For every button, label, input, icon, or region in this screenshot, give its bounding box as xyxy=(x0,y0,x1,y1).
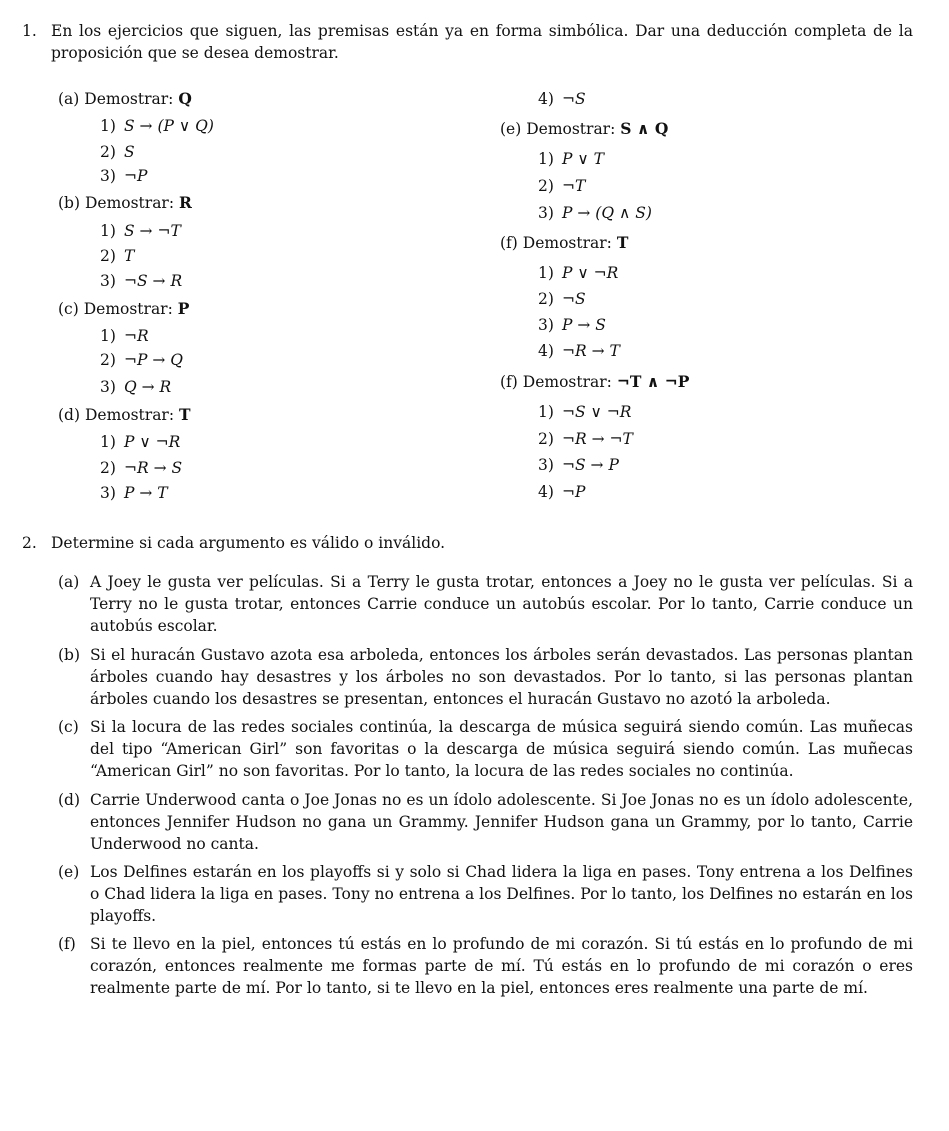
question-1-intro: En los ejercicios que siguen, las premisas están ya en forma simbólica. Dar una deducción completa de la proposición que se desea demostrar. xyxy=(51,22,913,62)
question-2-number: 2. xyxy=(22,534,37,552)
exercise-c-header: (c) Demostrar: P xyxy=(58,299,190,318)
premise: 3) ¬S → P xyxy=(538,456,619,474)
exercise-f1-header: (f) Demostrar: T xyxy=(500,233,629,252)
premise: 2) ¬R → S xyxy=(100,459,183,477)
premise: 4) ¬P xyxy=(538,483,586,501)
argument-c-text: Si la locura de las redes sociales continúa, la descarga de música seguirá siendo común. Las muñecas del tipo “American Girl” son favoritas o la descarga de música seguirá siendo común. Las muñecas “American Girl” no son favoritas. Por lo tanto, la locura de las redes sociales no continúa. xyxy=(90,718,913,780)
exercise-e-header: (e) Demostrar: S ∧ Q xyxy=(500,119,669,138)
premise: 2) ¬R → ¬T xyxy=(538,430,633,448)
argument-d-text: Carrie Underwood canta o Joe Jonas no es un ídolo adolescente. Si Joe Jonas no es un ídolo adolescente, entonces Jennifer Hudson no gana un Grammy. Jennifer Hudson gana un Grammy, por lo tanto, Carrie Underwood no canta. xyxy=(90,791,913,853)
premise: 2) ¬P → Q xyxy=(100,351,183,369)
argument-f-text: Si te llevo en la piel, entonces tú estás en lo profundo de mi corazón. Si tú estás en lo profundo de mi corazón, entonces realmente me formas parte de mí. Tú estás en lo profundo de mi corazón o eres realmente parte de mí. Por lo tanto, si te llevo en la piel, entonces eres realmente una parte de mí. xyxy=(90,935,913,997)
exercise-c-goal: P xyxy=(177,299,190,318)
premise: 2) S xyxy=(100,143,135,161)
argument-c-label: (c) xyxy=(58,718,79,736)
argument-a-label: (a) xyxy=(58,573,80,591)
argument-b-label: (b) xyxy=(58,646,81,664)
premise: 2) ¬T xyxy=(538,177,586,195)
argument-d-label: (d) xyxy=(58,791,81,809)
premise: 3) ¬S → R xyxy=(100,272,183,290)
premise: 2) T xyxy=(100,247,135,265)
premise: 1) ¬R xyxy=(100,327,149,345)
exercise-b-goal: R xyxy=(179,193,192,212)
argument-b-text: Si el huracán Gustavo azota esa arboleda, entonces los árboles serán devastados. Las personas plantan árboles cuando hay desastres y los árboles no son devastados. Por lo tanto, si las personas plantan árboles cuando los desastres se presentan, entonces el huracán Gustavo no azotó la arboleda. xyxy=(90,646,913,708)
premise: 3) Q → R xyxy=(100,378,172,396)
exercise-f2-goal: ¬T ∧ ¬P xyxy=(616,372,690,391)
premise: 1) ¬S ∨ ¬R xyxy=(538,403,632,421)
premise: 4) ¬S xyxy=(538,90,586,108)
premise: 3) P → S xyxy=(538,316,606,334)
premise: 1) S → ¬T xyxy=(100,222,181,240)
exercise-f2-header: (f) Demostrar: ¬T ∧ ¬P xyxy=(500,372,690,391)
exercise-d-header: (d) Demostrar: T xyxy=(58,405,191,424)
premise: 3) ¬P xyxy=(100,167,148,185)
exercise-f1-goal: T xyxy=(616,233,629,252)
argument-e-label: (e) xyxy=(58,863,80,881)
premise: 3) P → T xyxy=(100,484,168,502)
exercise-a-header: (a) Demostrar: Q xyxy=(58,89,192,108)
argument-a-text: A Joey le gusta ver películas. Si a Terry le gusta trotar, entonces a Joey no le gusta ver películas. Si a Terry no le gusta trotar, entonces Carrie conduce un autobús escolar. Por lo tanto, Carrie conduce un autobús escolar. xyxy=(90,573,913,635)
question-1-number: 1. xyxy=(22,22,37,40)
exercise-b-header: (b) Demostrar: R xyxy=(58,193,192,212)
premise: 4) ¬R → T xyxy=(538,342,620,360)
argument-e-text: Los Delfines estarán en los playoffs si y solo si Chad lidera la liga en pases. Tony entrena a los Delfines o Chad lidera la liga en pases. Tony no entrena a los Delfines. Por lo tanto, los Delfines no estarán en los playoffs. xyxy=(90,863,913,925)
premise: 1) P ∨ T xyxy=(538,150,604,168)
argument-f-label: (f) xyxy=(58,935,76,953)
premise: 1) S → (P ∨ Q) xyxy=(100,117,214,135)
premise: 3) P → (Q ∧ S) xyxy=(538,204,652,222)
premise: 1) P ∨ ¬R xyxy=(538,264,619,282)
premise: 1) P ∨ ¬R xyxy=(100,433,181,451)
premise: 2) ¬S xyxy=(538,290,586,308)
exercise-e-goal: S ∧ Q xyxy=(620,119,669,138)
exercise-a-goal: Q xyxy=(178,89,192,108)
exercise-d-goal: T xyxy=(179,405,191,424)
question-2-intro: Determine si cada argumento es válido o inválido. xyxy=(51,534,446,552)
